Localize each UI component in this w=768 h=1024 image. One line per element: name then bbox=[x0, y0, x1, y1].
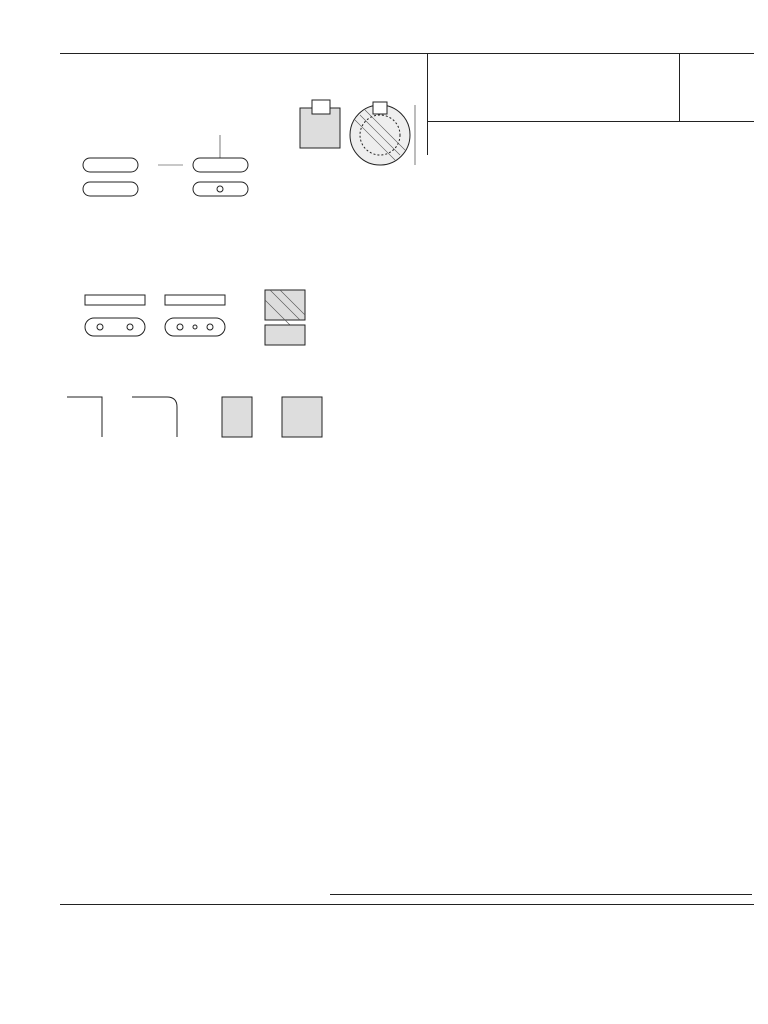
key-figures-top bbox=[78, 130, 278, 210]
key-figures-type-b bbox=[65, 280, 335, 360]
shaft-keyway-drawing bbox=[290, 90, 430, 185]
designation-section bbox=[61, 780, 325, 821]
german-title bbox=[450, 126, 710, 132]
left-margin bbox=[0, 0, 60, 1024]
material-section bbox=[61, 742, 325, 784]
edge-detail-figures bbox=[62, 392, 332, 442]
footnotes bbox=[61, 454, 325, 565]
